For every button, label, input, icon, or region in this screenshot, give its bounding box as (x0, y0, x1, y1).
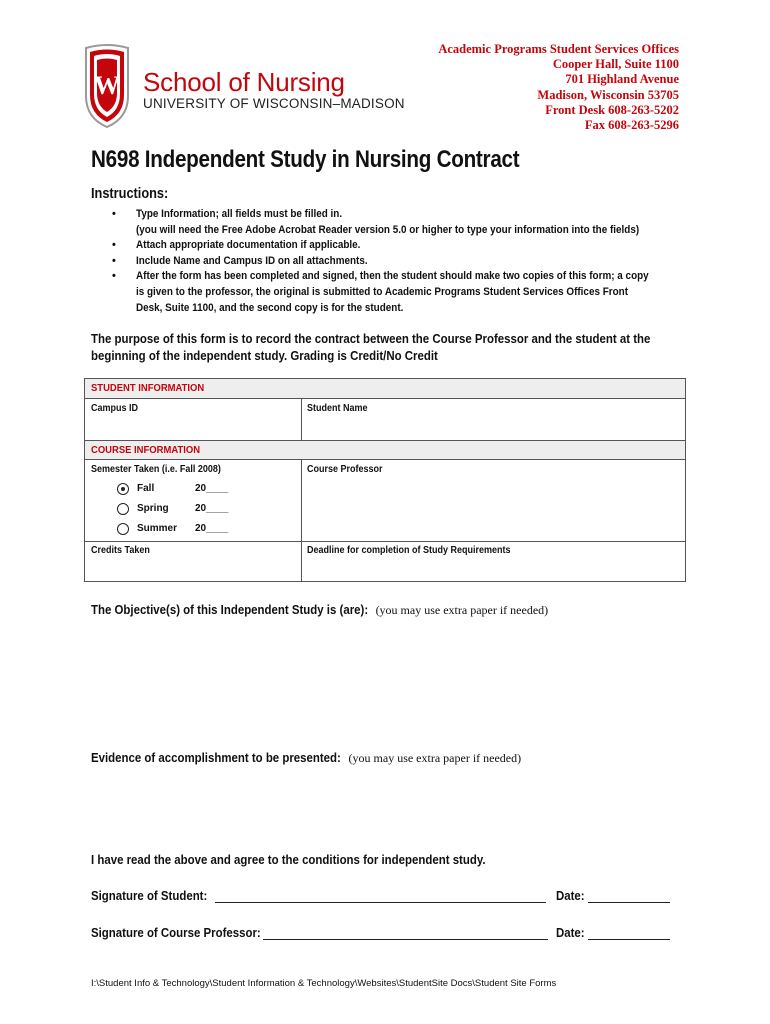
radio-button-icon[interactable] (117, 483, 129, 495)
evidence-section[interactable] (91, 750, 521, 766)
list-item: • Attach appropriate documentation if applicable. (112, 238, 702, 254)
course-info-heading: COURSE INFORMATION (85, 440, 685, 460)
radio-button-icon[interactable] (117, 523, 129, 535)
uw-crest-logo (82, 42, 132, 128)
bullet-icon: • (112, 208, 116, 220)
radio-button-icon[interactable] (117, 503, 129, 515)
crest-letter: W (94, 71, 120, 100)
divider (301, 399, 302, 440)
purpose-statement: The purpose of this form is to record the contract between the Course Professor and the student at the beginning of the independent study. Grading is Credit/No Credit (91, 331, 651, 363)
professor-signature-label: Signature of Course Professor: (91, 925, 261, 940)
deadline-field[interactable]: Deadline for completion of Study Requirements (307, 545, 511, 556)
course-professor-field[interactable]: Course Professor (307, 464, 383, 475)
address-line: Academic Programs Student Services Offices (438, 42, 679, 56)
objective-label: The Objective(s) of this Independent Study is (are): (91, 602, 369, 617)
list-item: • After the form has been completed and signed, then the student should make two copies of this form; a copy is given to the professor, the original is submitted to Academic Programs Student Services Offices Front Desk, Suite 1100, and the second copy is for the student. (112, 270, 649, 314)
contract-form-table: STUDENT INFORMATION Campus ID Student Name COURSE INFORMATION Semester Taken (i.e. Fall 2008) Course Professor Fall 20____ Spring 20____ Summer 20____ Credits Taken Deadline for completion of Study Requirements (84, 378, 686, 582)
address-line: Cooper Hall, Suite 1100 (552, 57, 679, 72)
bullet-icon: • (112, 239, 116, 252)
agreement-statement: I have read the above and agree to the conditions for independent study. (91, 852, 486, 867)
footer-path: I:\Student Info & Technology\Student Information & Technology\Websites\StudentSite Docs\Student Site Forms (91, 978, 557, 989)
bullet-icon: • (112, 270, 116, 283)
office-address (438, 42, 679, 133)
evidence-label: Evidence of accomplishment to be presented: (91, 750, 341, 765)
student-signature-line[interactable] (215, 902, 546, 903)
student-signature-label: Signature of Student: (91, 888, 208, 903)
list-item: • Include Name and Campus ID on all attachments. (112, 254, 702, 270)
address-line: 701 Highland Avenue (565, 72, 679, 87)
credits-field[interactable]: Credits Taken (91, 545, 150, 556)
evidence-note: (you may use extra paper if needed) (348, 751, 522, 765)
instructions-list (112, 207, 702, 316)
student-info-heading: STUDENT INFORMATION (85, 379, 685, 399)
professor-date-label: Date: (556, 925, 585, 940)
bullet-icon: • (112, 254, 116, 267)
university-name: UNIVERSITY OF WISCONSIN–MADISON (143, 96, 405, 111)
school-name: School of Nursing (143, 67, 345, 97)
address-line: Fax 608-263-5296 (584, 118, 679, 133)
divider (301, 460, 302, 582)
address-line: Front Desk 608-263-5202 (545, 102, 679, 117)
objective-section[interactable] (91, 602, 548, 618)
divider (85, 541, 685, 542)
professor-signature-line[interactable] (263, 939, 548, 940)
semester-label: Semester Taken (i.e. Fall 2008) (91, 464, 221, 475)
list-item: • Type Information; all fields must be filled in. (you will need the Free Adobe Acrobat Reader version 5.0 or higher to type your information into the fields) (112, 208, 640, 236)
page-title: N698 Independent Study in Nursing Contract (91, 146, 520, 173)
address-line: Madison, Wisconsin 53705 (537, 87, 679, 102)
instructions-heading: Instructions: (91, 186, 169, 202)
student-name-field[interactable]: Student Name (307, 403, 368, 414)
campus-id-field[interactable]: Campus ID (91, 403, 139, 414)
student-date-line[interactable] (588, 902, 670, 903)
professor-date-line[interactable] (588, 939, 670, 940)
student-date-label: Date: (556, 888, 585, 903)
objective-note: (you may use extra paper if needed) (375, 603, 549, 617)
